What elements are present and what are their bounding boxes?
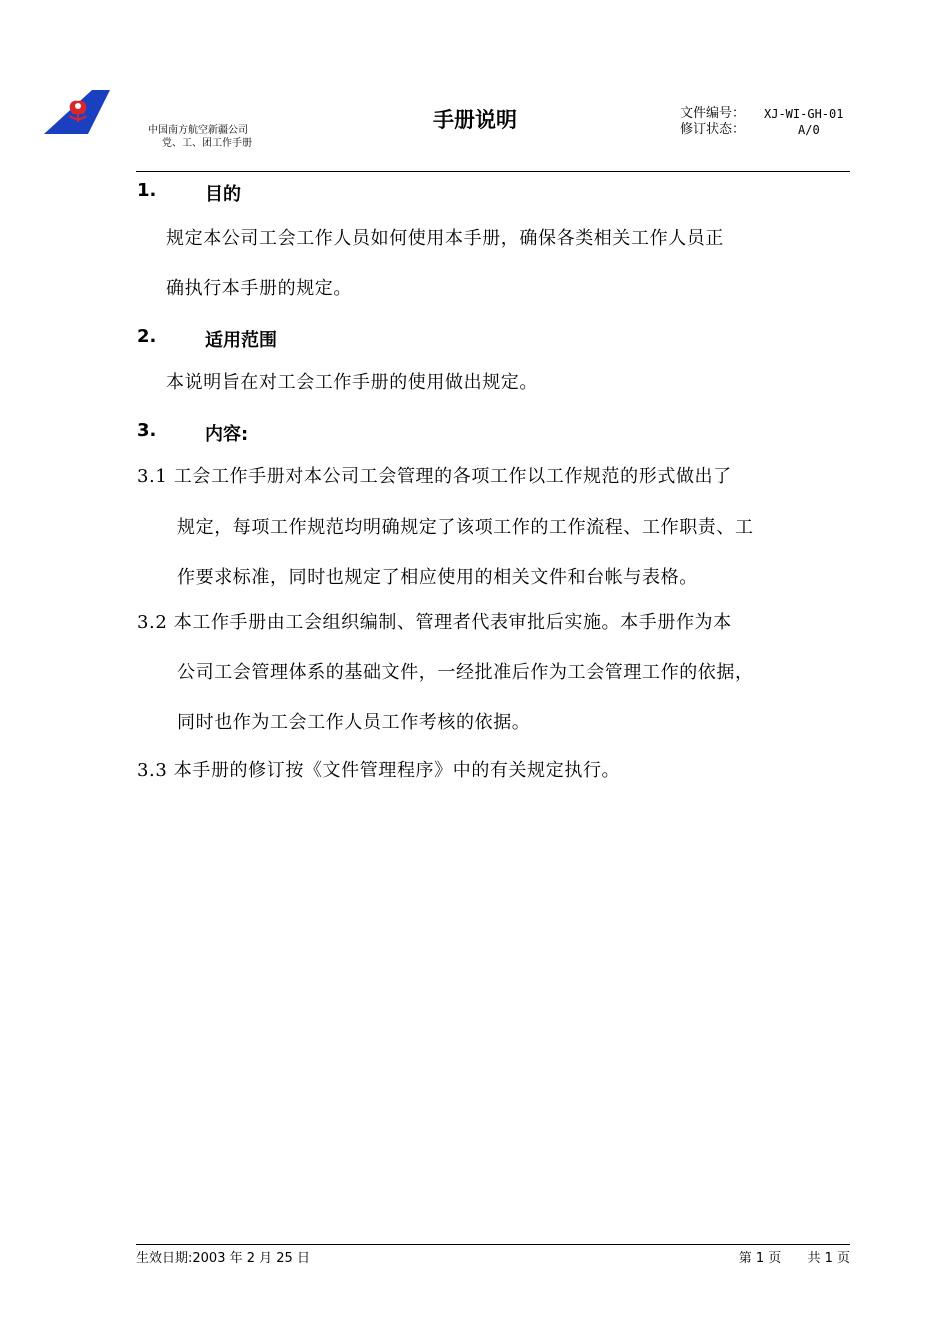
section-heading — [137, 180, 241, 206]
section-number: 2. — [137, 326, 157, 347]
section-title: 内容: — [205, 424, 249, 445]
revision-label: 修订状态： — [680, 122, 746, 137]
paragraph-line: 同时也作为工会工作人员工作考核的依据。 — [177, 712, 531, 733]
paragraph-line: 3.3 本手册的修订按《文件管理程序》中的有关规定执行。 — [137, 760, 621, 781]
company-name — [148, 124, 252, 150]
section-title: 目的 — [205, 184, 241, 205]
document-info — [680, 106, 843, 138]
paragraph-line: 3.1 工会工作手册对本公司工会管理的各项工作以工作规范的形式做出了 — [137, 466, 732, 487]
kapok-flower-tail-logo-icon — [40, 88, 112, 138]
company-line-1: 中国南方航空新疆公司 — [148, 125, 248, 136]
footer-divider — [136, 1244, 850, 1245]
revision-value: A/0 — [798, 123, 820, 137]
section-heading — [137, 326, 277, 352]
section-number: 3. — [137, 420, 157, 441]
paragraph-line: 规定本公司工会工作人员如何使用本手册，确保各类相关工作人员正 — [166, 228, 724, 249]
paragraph-line: 3.2 本工作手册由工会组织编制、管理者代表审批后实施。本手册作为本 — [137, 612, 732, 633]
section-heading — [137, 420, 248, 446]
doc-number-value: XJ-WI-GH-01 — [764, 107, 844, 121]
paragraph-line: 本说明旨在对工会工作手册的使用做出规定。 — [166, 372, 538, 393]
page-total: 共 1 页 — [807, 1251, 850, 1266]
effective-date: 生效日期:2003 年 2 月 25 日 — [136, 1251, 310, 1266]
section-number: 1. — [137, 180, 157, 201]
section-title: 适用范围 — [205, 330, 277, 351]
header-divider — [136, 171, 850, 172]
paragraph-line: 确执行本手册的规定。 — [166, 278, 352, 299]
page-footer — [136, 1247, 850, 1266]
paragraph-line: 公司工会管理体系的基础文件，一经批准后作为工会管理工作的依据， — [177, 662, 754, 683]
page-current: 第 1 页 — [738, 1251, 782, 1266]
doc-number-label: 文件编号： — [680, 106, 746, 121]
paragraph-line: 规定，每项工作规范均明确规定了该项工作的工作流程、工作职责、工 — [177, 517, 754, 538]
page-title: 手册说明 — [433, 108, 517, 132]
paragraph-line: 作要求标准，同时也规定了相应使用的相关文件和台帐与表格。 — [177, 567, 698, 588]
page-counter — [717, 1247, 850, 1266]
company-line-2: 党、工、团工作手册 — [162, 138, 252, 149]
